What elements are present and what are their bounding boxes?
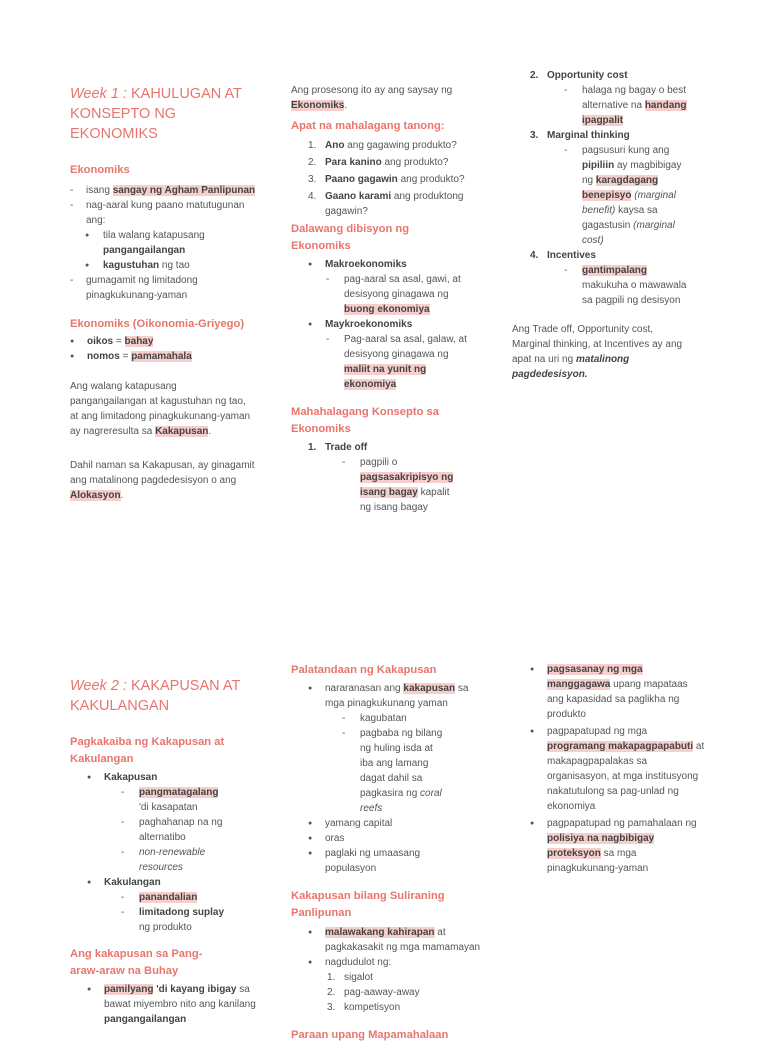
list-item: ● Makroekonomiks - pag-aaral sa asal, gawi, at desisyong ginagawa ng buong ekonomiya: [290, 257, 481, 317]
araw-araw-heading: Ang kakapusan sa Pang-araw-araw na Buhay: [70, 948, 203, 977]
week1-title: Week 1 : KAHULUGAN AT KONSEPTO NG EKONOMIKS: [70, 86, 242, 142]
list-item: ● pagpapatupad ng pamahalaan ng polisiya na nagbibigay proteksyon sa mga pinagkukunang-yaman: [512, 816, 707, 876]
sub-list: [547, 263, 689, 308]
list-item: ● oras: [290, 831, 481, 846]
list-item: ● kagustuhan ng tao: [68, 258, 260, 273]
list-item: 4. Gaano karami ang produktong gagawin?: [308, 191, 464, 217]
sub-list: [547, 83, 689, 128]
list-item: 2. Para kanino ang produkto?: [308, 157, 449, 168]
paraan-list: [512, 662, 712, 876]
kakapusan-paragraph: Ang walang katapusang pangangailangan at kagustuhan ng tao, at ang limitadong pinagkukunang-yaman ay nagreresulta sa Kakapusan.: [70, 381, 251, 437]
list-item: - halaga ng bagay o best alternative na handang ipagpalit: [547, 83, 689, 128]
list-item: ● pagsasanay ng mga manggagawa upang mapataas ang kapasidad sa paglikha ng produkto: [512, 662, 707, 722]
konsepto-list-part2: [512, 68, 702, 308]
list-item: ● Maykroekonomiks - Pag-aaral sa asal, galaw, at desisyong ginagawa ng maliit na yunit ng ekonomiya: [290, 317, 481, 392]
list-item: ● Kakulangan - panandalian - limitadong suplay ng produkto: [69, 875, 260, 935]
list-item: ● yamang capital: [290, 816, 481, 831]
list-item: - pag-aaral sa asal, gawi, at desisyong ginagawa ng buong ekonomiya: [309, 272, 469, 317]
suliranin-list: [290, 925, 481, 1015]
list-item: 1. sigalot: [327, 972, 373, 983]
uri-paragraph: Ang Trade off, Opportunity cost, Marginal thinking, at Incentives ay ang apat na uri ng matalinong pagdedesisyon.: [512, 324, 683, 380]
list-item: ● pagpapatupad ng mga programang makapagpapabuti at makapagpapalakas sa organisasyon, at mga institusyong nakatutulong sa pag-unlad ng ekonomiya: [512, 724, 707, 814]
suliranin-heading: Kakapusan bilang Suliraning Panlipunan: [291, 890, 445, 919]
oikonomia-heading: Ekonomiks (Oikonomia-Griyego): [70, 318, 245, 330]
konsepto-list-part1: [290, 440, 481, 515]
list-item: - limitadong suplay ng produkto: [104, 905, 224, 935]
list-item: ● tila walang katapusang pangangailangan: [68, 228, 260, 258]
list-item: - kagubatan: [325, 711, 445, 726]
week1-column-3: [512, 68, 702, 382]
oikonomia-list: [52, 334, 260, 364]
paraan-heading: Paraan upang Mapamahalaan: [291, 1029, 449, 1041]
list-item: - panandalian: [104, 890, 224, 905]
list-item: ● nomos = pamamahala: [52, 349, 260, 364]
list-item: ● malawakang kahirapan at pagkakasakit ng mga mamamayan: [290, 925, 485, 955]
palatandaan-list: [290, 681, 481, 876]
konsepto-heading: Mahahalagang Konsepto sa Ekonomiks: [291, 406, 439, 435]
list-item: 4. Incentives - gantimpalang makukuha o mawawala sa pagpili ng desisyon: [512, 248, 702, 308]
list-item: - nag-aaral kung paano matutugunan ang: ● tila walang katapusang pangangailangan ● kagustuhan ng tao: [52, 198, 260, 273]
sub-list: [68, 228, 260, 273]
dalawang-heading: Dalawang dibisyon ng Ekonomiks: [291, 223, 410, 252]
list-item: ● oikos = bahay: [52, 334, 260, 349]
list-item: - Pag-aaral sa asal, galaw, at desisyong ginagawa ng maliit na yunit ng ekonomiya: [309, 332, 469, 392]
alokasyon-paragraph: Dahil naman sa Kakapusan, ay ginagamit ang matalinong pagdedesisyon o ang Alokasyon.: [70, 460, 255, 501]
week1-column-2: [291, 83, 481, 515]
week2-column-3: [512, 662, 712, 876]
list-item: 1. Ano ang gagawing produkto?: [308, 140, 457, 151]
pagkakaiba-heading: Pagkakaiba ng Kakapusan at Kakulangan: [70, 736, 225, 765]
list-item: ● nararanasan ang kakapusan sa mga pinagkukunang yaman - kagubatan - pagbaba ng bilang ng huling isda at iba ang lamang dagat dahil sa pagkasira ng coral reefs: [290, 681, 475, 816]
sub-list: [309, 272, 469, 317]
list-item: - pagpili o pagsasakripisyo ng isang bagay kapalit ng isang bagay: [325, 455, 455, 515]
questions-list: [290, 138, 481, 219]
sub-list: [325, 455, 455, 515]
list-item: - gantimpalang makukuha o mawawala sa pagpili ng desisyon: [547, 263, 689, 308]
ekonomiks-heading: Ekonomiks: [70, 164, 130, 176]
list-item: 3. kompetisyon: [327, 1002, 401, 1013]
sub-list: [325, 711, 445, 816]
list-item: ● nagdudulot ng: 1. sigalot 2. pag-aaway-away 3. kompetisyon: [290, 955, 481, 1015]
list-item: ● paglaki ng umaasang populasyon: [290, 846, 455, 876]
week1-column-1: [70, 84, 260, 503]
list-item: 1. Trade off - pagpili o pagsasakripisyo ng isang bagay kapalit ng isang bagay: [290, 440, 481, 515]
list-item: 2. pag-aaway-away: [327, 987, 420, 998]
araw-araw-list: [69, 982, 259, 1027]
list-item: 2. Opportunity cost - halaga ng bagay o best alternative na handang ipagpalit: [512, 68, 702, 128]
palatandaan-heading: Palatandaan ng Kakapusan: [291, 664, 437, 676]
list-item: - paghahanap na ng alternatibo: [104, 815, 224, 845]
list-item: 3. Paano gagawin ang produkto?: [308, 174, 465, 185]
week2-title: Week 2 : KAKAPUSAN AT KAKULANGAN: [70, 678, 241, 714]
list-item: - pagsusuri kung ang pipiliin ay magbibigay ng karagdagang benepisyo (marginal benefit) kaysa sa gagastusin (marginal cost): [547, 143, 687, 248]
sub-list: [104, 785, 224, 875]
apat-heading: Apat na mahalagang tanong:: [291, 120, 445, 132]
sub-list: [547, 143, 687, 248]
sub-list: [309, 970, 481, 1015]
list-item: - gumagamit ng limitadong pinagkukunang-yaman: [52, 273, 260, 303]
ekonomiks-list: [52, 183, 260, 303]
list-item: ● pamilyang 'di kayang ibigay sa bawat miyembro nito ang kanilang pangangailangan: [69, 982, 259, 1027]
pagkakaiba-list: [69, 770, 260, 935]
list-item: - non-renewable resources: [104, 845, 224, 875]
list-item: - isang sangay ng Agham Panlipunan: [52, 183, 260, 198]
dibisyon-list: [290, 257, 481, 392]
list-item: - pangmatagalang 'di kasapatan: [104, 785, 224, 815]
intro-paragraph: Ang prosesong ito ay ang saysay ng Ekonomiks.: [291, 85, 453, 111]
sub-list: [104, 890, 224, 935]
week2-column-1: [70, 676, 260, 1027]
list-item: - pagbaba ng bilang ng huling isda at iba ang lamang dagat dahil sa pagkasira ng coral reefs: [325, 726, 445, 816]
week2-column-2: [291, 662, 481, 1044]
list-item: ● Kakapusan - pangmatagalang 'di kasapatan - paghahanap na ng alternatibo - non-renewable resources: [69, 770, 260, 875]
sub-list: [309, 332, 469, 392]
list-item: 3. Marginal thinking - pagsusuri kung ang pipiliin ay magbibigay ng karagdagang benepisyo (marginal benefit) kaysa sa gagastusin (marginal cost): [512, 128, 702, 248]
